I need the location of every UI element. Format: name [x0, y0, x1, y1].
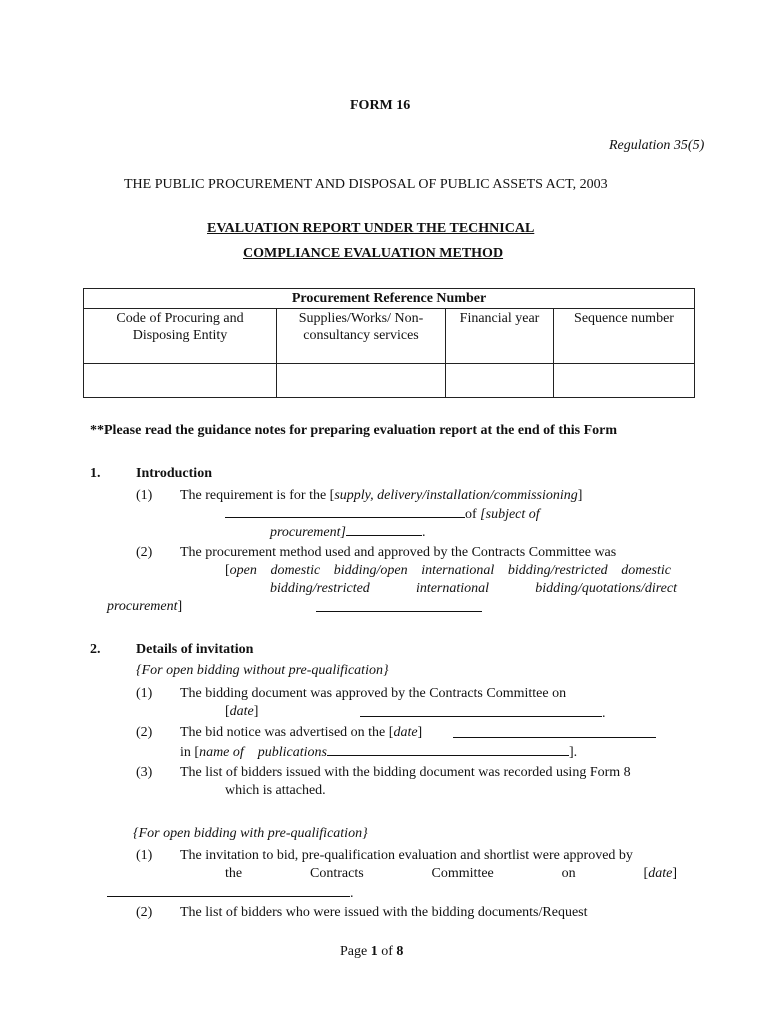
section2-item4-line2 [225, 865, 677, 883]
blank-field[interactable] [346, 522, 422, 536]
of-text: of [465, 507, 481, 522]
method-word: domestic [270, 563, 321, 578]
blank-field[interactable] [327, 742, 569, 756]
line-end: . [421, 525, 426, 540]
method-word: bidding/open [333, 563, 408, 578]
page-number: Page 1 of 8 [340, 944, 404, 959]
section1-title: Introduction [136, 466, 212, 481]
section1-item1-line3 [270, 522, 425, 542]
section2-item5-number: (2) [136, 905, 153, 920]
section2-item4-blank: . [107, 883, 354, 903]
item-text: The requirement is for the [ [180, 488, 335, 503]
method-word: domestic [621, 563, 671, 578]
section2-title: Details of invitation [136, 642, 254, 657]
section2-item1-blank: . [360, 703, 606, 723]
section2-item1-number: (1) [136, 686, 153, 701]
blank-field[interactable] [107, 883, 350, 897]
line-close: ] [177, 599, 183, 614]
section1-item1-number: (1) [136, 488, 153, 503]
table-cell-sequence-number [554, 364, 695, 398]
section2-item3-cont: which is attached. [225, 783, 326, 798]
section2-item4-text: The invitation to bid, pre-qualification evaluation and shortlist were approved by [180, 848, 633, 863]
subject-italic: [subject of [480, 507, 540, 522]
date-placeholder: [date] [643, 866, 677, 881]
section2-item2-text: The bid notice was advertised on the [date] [180, 725, 423, 740]
method-word: bidding/quotations/direct [535, 581, 677, 596]
act-title: THE PUBLIC PROCUREMENT AND DISPOSAL OF PUBLIC ASSETS ACT, 2003 [124, 177, 608, 192]
approval-word: Contracts [310, 866, 364, 881]
section2-number: 2. [90, 642, 101, 657]
section1-item2-number: (2) [136, 545, 153, 560]
section2-subheading-without-prequal: {For open bidding without pre-qualification} [136, 663, 389, 678]
section1-item2-line4 [107, 598, 182, 616]
column-header-procurement-type: Supplies/Works/ Non-consultancy services [277, 309, 446, 364]
current-page: 1 [370, 944, 378, 959]
table-cell-financial-year [446, 364, 554, 398]
column-header-entity-code: Code of Procuring and Disposing Entity [84, 309, 277, 364]
publication-italic: publications [257, 745, 328, 760]
method-word: [open [225, 563, 257, 578]
method-word: international [421, 563, 495, 578]
blank-field[interactable] [225, 504, 465, 518]
section2-item2-line2: in [name of publications ]. [180, 742, 577, 762]
blank-field[interactable] [453, 724, 656, 738]
section1-item2-line3 [270, 580, 677, 598]
column-header-financial-year: Financial year [446, 309, 554, 364]
guidance-note: **Please read the guidance notes for preparing evaluation report at the end of this Form [90, 423, 618, 438]
section1-item2-blank [316, 598, 482, 618]
section2-item3-text: The list of bidders issued with the bidding document was recorded using Form 8 [180, 765, 631, 780]
form-title: FORM 16 [350, 98, 411, 113]
total-pages: 8 [396, 944, 404, 959]
section1-number: 1. [90, 466, 101, 481]
section1-item2-line2 [225, 562, 671, 580]
table-cell-entity-code [84, 364, 277, 398]
method-word: bidding/restricted [270, 581, 370, 596]
section1-item1-text [180, 487, 582, 505]
section2-item2-number: (2) [136, 725, 153, 740]
blank-field[interactable] [360, 703, 602, 717]
approval-word: Committee [431, 866, 494, 881]
section2-item3-number: (3) [136, 765, 153, 780]
section2-item2-blank [453, 724, 656, 744]
approval-word: the [225, 866, 243, 881]
item-italic: supply, delivery/installation/commissioning [334, 488, 578, 503]
table-cell-procurement-type [277, 364, 446, 398]
regulation-reference: Regulation 35(5) [609, 138, 705, 153]
approval-word: on [561, 866, 576, 881]
item-close: ] [577, 488, 583, 503]
section1-item2-text: The procurement method used and approved by the Contracts Committee was [180, 545, 617, 560]
section2-item4-number: (1) [136, 848, 153, 863]
section2-item5-text: The list of bidders who were issued with the bidding documents/Request [180, 905, 588, 920]
section1-item1-line2 [225, 504, 540, 524]
blank-field[interactable] [316, 598, 482, 612]
method-word: bidding/restricted [507, 563, 608, 578]
report-heading-line1: EVALUATION REPORT UNDER THE TECHNICAL [207, 221, 535, 236]
method-word: international [415, 581, 490, 596]
section2-item1-date: [date] [225, 704, 259, 719]
procurement-reference-table [83, 288, 695, 398]
date-italic: date [393, 725, 418, 740]
section2-item1-text: The bidding document was approved by the Contracts Committee on [180, 686, 567, 701]
publication-italic: name of [199, 745, 244, 760]
procurement-italic: procurement [107, 599, 178, 614]
date-italic: date [229, 704, 254, 719]
column-header-sequence-number: Sequence number [554, 309, 695, 364]
table-header: Procurement Reference Number [84, 289, 695, 309]
report-heading-line2: COMPLIANCE EVALUATION METHOD [243, 246, 504, 261]
procurement-italic: procurement] [270, 525, 346, 540]
section2-subheading-with-prequal: {For open bidding with pre-qualification} [133, 826, 368, 841]
